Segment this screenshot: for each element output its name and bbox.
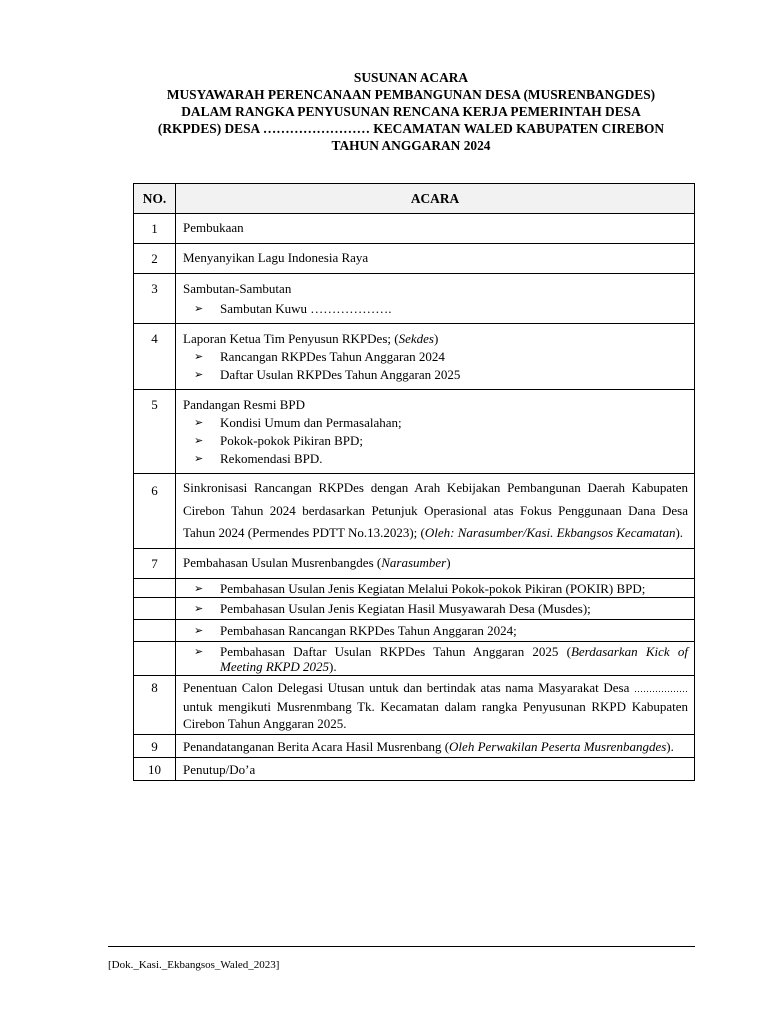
table-row [134,548,695,578]
title-line-2: MUSYAWARAH PERENCANAAN PEMBANGUNAN DESA (MUSRENBANGDES) [166,87,656,102]
table-row [134,474,695,549]
table-row [134,619,695,641]
table-row [134,214,695,244]
row-activity: Pembukaan [176,214,695,244]
table-row [134,244,695,274]
sub-item: ➢ Kondisi Umum dan Permasalahan; [183,414,688,432]
title-line-5: TAHUN ANGGARAN 2024 [331,138,491,153]
activity-text: Laporan Ketua Tim Penyusun RKPDes; (Sekdes) [183,331,439,346]
document-title [120,69,702,154]
sub-item: ➢ Pembahasan Usulan Jenis Kegiatan Melalui Pokok-pokok Pikiran (POKIR) BPD; [183,581,688,596]
row-number: 4 [134,324,176,390]
row-activity [176,641,695,675]
row-number-empty [134,578,176,597]
table-row [134,324,695,390]
row-activity: Penutup/Do’a [176,757,695,780]
row-number-empty [134,641,176,675]
row-number: 1 [134,214,176,244]
row-activity: Penandatanganan Berita Acara Hasil Musrenbang (Oleh Perwakilan Peserta Musrenbangdes). [176,734,695,757]
table-row [134,274,695,324]
sub-item: ➢ Rekomendasi BPD. [183,450,688,468]
row-activity [176,274,695,324]
table-row [134,734,695,757]
sub-item: ➢ Pembahasan Rancangan RKPDes Tahun Anggaran 2024; [183,622,688,640]
sub-item: ➢ Sambutan Kuwu ………………. [183,300,688,318]
header-no: NO. [134,184,176,214]
table-row [134,641,695,675]
table-row [134,597,695,619]
sub-item: ➢ Daftar Usulan RKPDes Tahun Anggaran 2025 [183,366,688,384]
footer-reference: [Dok._Kasi._Ekbangsos_Waled_2023] [108,959,280,971]
row-activity: Menyanyikan Lagu Indonesia Raya [176,244,695,274]
sub-item: ➢ Pembahasan Usulan Jenis Kegiatan Hasil Musyawarah Desa (Musdes); [183,600,688,618]
sub-item: ➢ Pembahasan Daftar Usulan RKPDes Tahun Anggaran 2025 (Berdasarkan Kick of Meeting RKPD 2025). [183,644,688,674]
table-row [134,757,695,780]
title-line-3: DALAM RANGKA PENYUSUNAN RENCANA KERJA PEMERINTAH DESA [181,104,641,119]
title-line-1: SUSUNAN ACARA [353,70,469,85]
row-activity [176,619,695,641]
table-header-row [134,184,695,214]
row-activity [176,390,695,474]
table-row [134,578,695,597]
row-number: 6 [134,474,176,549]
row-activity: Sinkronisasi Rancangan RKPDes dengan Arah Kebijakan Pembangunan Daerah Kabupaten Cirebon Tahun 2024 berdasarkan Petunjuk Operasional atas Fokus Penggunaan Dana Desa Tahun 2024 (Permendes PDTT No.13.2023); (Oleh: Narasumber/Kasi. Ekbangsos Kecamatan). [176,474,695,549]
row-activity [176,578,695,597]
activity-text: Pandangan Resmi BPD [183,397,306,412]
row-number: 8 [134,675,176,734]
row-number-empty [134,597,176,619]
table-row [134,675,695,734]
row-number: 2 [134,244,176,274]
row-number-empty [134,619,176,641]
sub-item: ➢ Rancangan RKPDes Tahun Anggaran 2024 [183,348,688,366]
table-row [134,390,695,474]
row-activity: Penentuan Calon Delegasi Utusan untuk dan bertindak atas nama Masyarakat Desa ……………… untuk mengikuti Musrenmbang Tk. Kecamatan dalam rangka Penyusunan RKPD Kabupaten Cirebon Tahun Anggaran 2025. [176,675,695,734]
row-activity: Pembahasan Usulan Musrenbangdes (Narasumber) [176,548,695,578]
row-activity [176,324,695,390]
row-activity [176,597,695,619]
row-number: 7 [134,548,176,578]
row-number: 10 [134,757,176,780]
row-number: 9 [134,734,176,757]
sub-item: ➢ Pokok-pokok Pikiran BPD; [183,432,688,450]
row-number: 3 [134,274,176,324]
row-number: 5 [134,390,176,474]
title-line-4: (RKPDES) DESA …………………… KECAMATAN WALED KABUPATEN CIREBON [157,121,665,136]
agenda-table [133,183,695,781]
footer-divider [108,946,695,947]
header-acara: ACARA [176,184,695,214]
activity-text: Sambutan-Sambutan [183,281,292,296]
